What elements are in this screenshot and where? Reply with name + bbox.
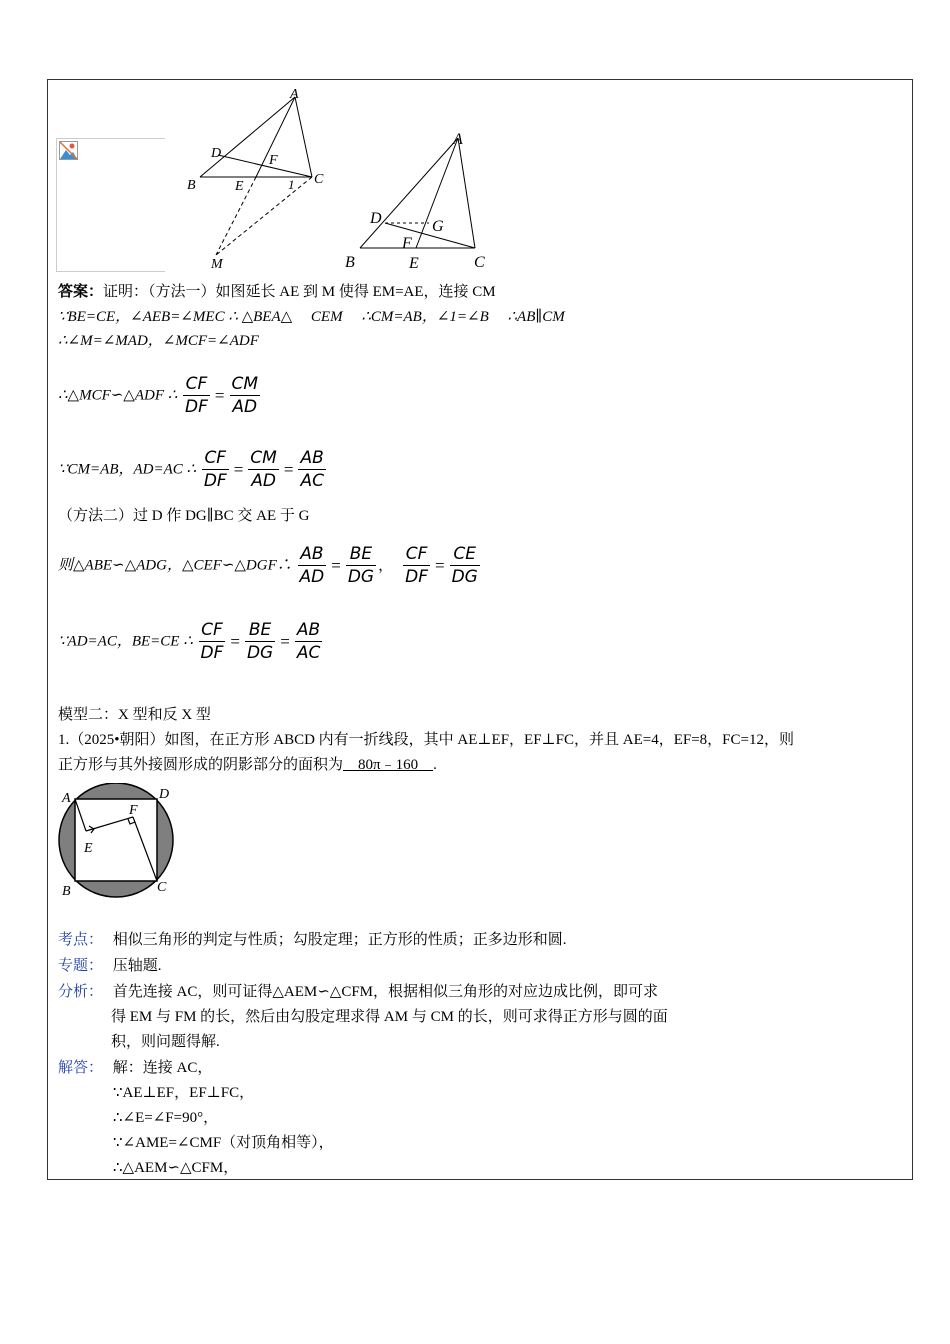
fraction-cm-ad bbox=[230, 373, 261, 418]
numerator: CF bbox=[183, 373, 210, 396]
jieda-row-4: ∵∠AME=∠CMF（对顶角相等）， bbox=[113, 1135, 334, 1151]
fig2-label-F: F bbox=[402, 235, 412, 252]
jieda-row-5: ∴△AEM∽△CFM， bbox=[113, 1160, 239, 1176]
comma: ， bbox=[378, 557, 394, 574]
answer-text-7: 则△ABE∽△ADG，△CEF∽△DGF∴ bbox=[58, 557, 292, 574]
answer-line-3: ∴∠M=∠MAD，∠MCF=∠ADF bbox=[58, 333, 259, 349]
answer-line-2: ∵BE=CE，∠AEB=∠MEC ∴ △BEA△ CEM ∴CM=AB，∠1=∠B ∴AB∥CM bbox=[58, 309, 565, 325]
answer-line-4 bbox=[58, 366, 262, 425]
jieda-row bbox=[58, 1058, 212, 1078]
answer-text-4: ∴△MCF∽△ADF ∴ bbox=[58, 387, 178, 404]
answer-line-1 bbox=[58, 282, 496, 302]
zhuanti-row bbox=[58, 956, 162, 976]
numerator: CM bbox=[250, 448, 277, 469]
fenxi-row-3: 积，则问题得解. bbox=[111, 1034, 220, 1050]
equals-sign: = bbox=[214, 385, 225, 405]
kaodian-label: 考点： bbox=[58, 932, 104, 948]
jieda-row-3: ∴∠E=∠F=90°， bbox=[113, 1110, 219, 1126]
fig1-label-B: B bbox=[187, 178, 196, 193]
numerator: CM bbox=[231, 374, 259, 395]
numerator: CE bbox=[450, 543, 480, 566]
answer-line-7 bbox=[58, 536, 482, 595]
fig3-label-E: E bbox=[84, 841, 93, 856]
equals-sign: = bbox=[233, 459, 244, 479]
denominator: AD bbox=[232, 397, 258, 418]
denominator: DF bbox=[203, 471, 227, 492]
fig1-label-D: D bbox=[211, 146, 222, 161]
kaodian-text: 相似三角形的判定与性质；勾股定理；正方形的性质；正多边形和圆. bbox=[112, 932, 567, 948]
denominator: DF bbox=[200, 643, 224, 664]
fig2-label-E: E bbox=[409, 255, 419, 272]
fig2-label-B: B bbox=[345, 254, 355, 271]
numerator: CF bbox=[202, 447, 229, 470]
jieda-label: 解答： bbox=[58, 1060, 104, 1076]
fig2-label-A: A bbox=[453, 131, 463, 148]
fig1-label-F: F bbox=[269, 153, 278, 168]
fig3-label-A: A bbox=[62, 791, 71, 806]
fraction-ab-ad bbox=[298, 543, 327, 588]
zhuanti-text: 压轴题. bbox=[112, 958, 162, 974]
fig1-label-1: 1 bbox=[288, 177, 295, 192]
answer-line-5 bbox=[58, 440, 328, 499]
numerator: AB bbox=[298, 447, 326, 470]
image-placeholder bbox=[56, 138, 165, 272]
numerator: BE bbox=[245, 619, 275, 642]
figure-square-circle bbox=[56, 783, 181, 898]
fig3-label-B: B bbox=[62, 884, 71, 898]
answer-label: 答案： bbox=[58, 284, 104, 300]
equals-sign: = bbox=[283, 459, 294, 479]
figure-triangle-extension bbox=[180, 85, 330, 275]
answer-text-8: ∵AD=AC，BE=CE ∴ bbox=[58, 633, 193, 650]
numerator: AB bbox=[298, 543, 327, 566]
equals-sign: = bbox=[435, 555, 445, 575]
fig1-label-A: A bbox=[290, 87, 299, 102]
denominator: AD bbox=[299, 567, 325, 588]
denominator: DG bbox=[246, 643, 274, 664]
model2-title: 模型二：X 型和反 X 型 bbox=[58, 707, 211, 723]
fraction-cm-ad bbox=[248, 447, 279, 492]
fraction-be-dg bbox=[245, 619, 275, 664]
numerator: BE bbox=[346, 543, 376, 566]
denominator: AC bbox=[300, 471, 324, 492]
fenxi-row bbox=[58, 982, 658, 1002]
jieda-text-1: 解：连接 AC， bbox=[112, 1060, 213, 1076]
fraction-ab-ac bbox=[298, 447, 326, 492]
answer-text-5: ∵CM=AB，AD=AC ∴ bbox=[58, 461, 197, 478]
denominator: DF bbox=[405, 567, 428, 588]
question-answer: 80π﹣160 bbox=[343, 757, 434, 773]
fig2-label-C: C bbox=[474, 254, 485, 271]
fig1-label-M: M bbox=[211, 257, 223, 272]
fenxi-row-2: 得 EM 与 FM 的长，然后由勾股定理求得 AM 与 CM 的长，则可求得正方形与圆的面 bbox=[111, 1009, 668, 1025]
fraction-cf-df bbox=[183, 373, 210, 418]
denominator: DG bbox=[347, 567, 375, 588]
fig3-label-F: F bbox=[129, 803, 138, 818]
figure-triangle-parallel bbox=[340, 128, 500, 273]
fig1-label-E: E bbox=[235, 179, 244, 194]
numerator: CF bbox=[199, 619, 226, 642]
fraction-cf-df bbox=[403, 543, 430, 588]
question-text: 正方形与其外接圆形成的阴影部分的面积为 bbox=[58, 757, 344, 773]
fraction-ab-ac bbox=[295, 619, 323, 664]
zhuanti-label: 专题： bbox=[58, 958, 104, 974]
denominator: DG bbox=[451, 567, 478, 588]
numerator: AB bbox=[295, 619, 323, 642]
question-end: . bbox=[433, 757, 437, 773]
fraction-cf-df bbox=[199, 619, 226, 664]
equals-sign: = bbox=[230, 631, 240, 651]
fig3-label-C: C bbox=[157, 880, 167, 895]
fig2-label-D: D bbox=[370, 210, 382, 227]
broken-image-icon bbox=[59, 141, 79, 161]
kaodian-row bbox=[58, 930, 567, 950]
fig1-label-C: C bbox=[314, 172, 324, 187]
fenxi-text-1: 首先连接 AC，则可证得△AEM∽△CFM，根据相似三角形的对应边成比例，即可求 bbox=[112, 984, 659, 1000]
fig3-label-D: D bbox=[159, 787, 170, 802]
answer-line-6: （方法二）过 D 作 DG∥BC 交 AE 于 G bbox=[58, 508, 310, 524]
fraction-ce-dg bbox=[450, 543, 480, 588]
denominator: AC bbox=[296, 643, 321, 664]
fenxi-label: 分析： bbox=[58, 984, 104, 1000]
denominator: AD bbox=[251, 471, 276, 492]
answer-text-1: 证明：（方法一）如图延长 AE 到 M 使得 EM=AE，连接 CM bbox=[103, 284, 496, 300]
denominator: DF bbox=[185, 397, 208, 418]
fraction-be-dg bbox=[346, 543, 376, 588]
equals-sign: = bbox=[280, 631, 290, 651]
jieda-row-2: ∵AE⊥EF，EF⊥FC， bbox=[113, 1085, 255, 1101]
fraction-cf-df bbox=[202, 447, 229, 492]
equals-sign: = bbox=[331, 555, 341, 575]
fig2-label-G: G bbox=[432, 218, 444, 235]
question-line-2 bbox=[58, 755, 437, 775]
question-line-1: 1.（2025•朝阳）如图，在正方形 ABCD 内有一折线段，其中 AE⊥EF，EF⊥FC，并且 AE=4，EF=8，FC=12，则 bbox=[58, 732, 794, 748]
answer-line-8 bbox=[58, 612, 324, 671]
numerator: CF bbox=[403, 543, 430, 566]
